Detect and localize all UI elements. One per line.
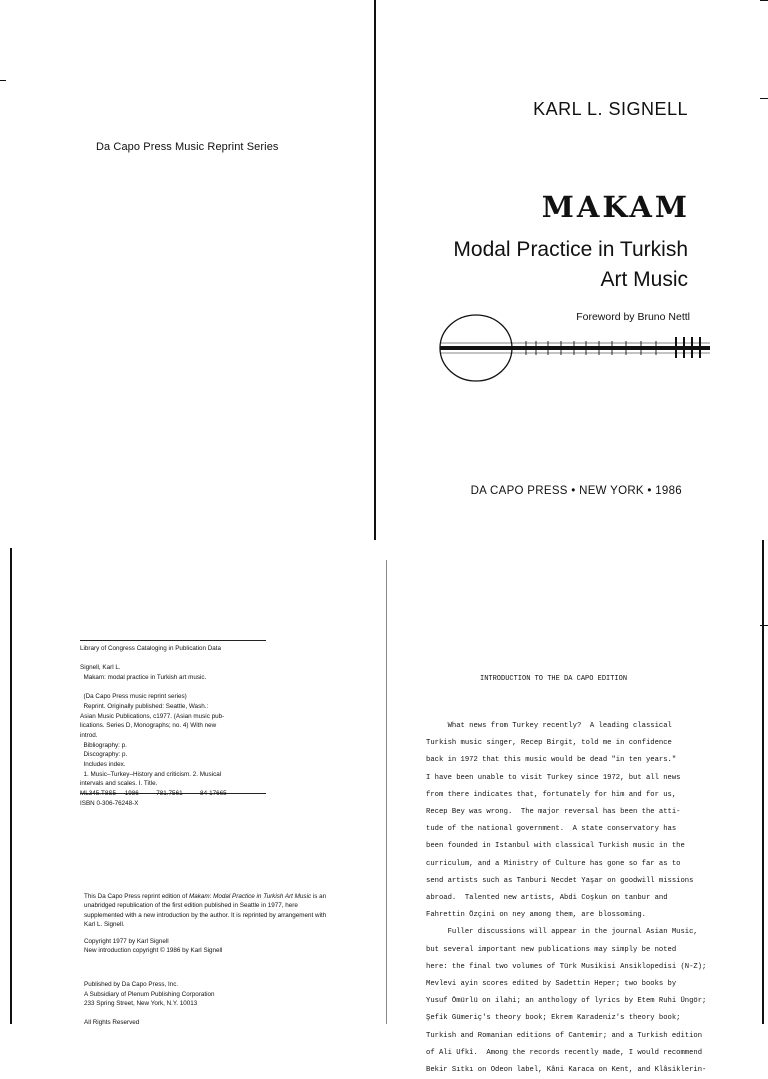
intro-line: been founded in Istanbul with classical Turkish music in the [426,842,685,851]
scan-gutter-line [386,560,387,1024]
intro-line: Şefik Gümeriç's theory book; Ekrem Karadeniz's theory book; [426,1014,681,1023]
scan-edge-line [10,548,12,1024]
intro-line: abroad. Talented new artists, Abdi Coşkun on tanbur and [426,894,668,903]
scan-gutter-line [374,0,376,540]
publisher-imprint: DA CAPO PRESS • NEW YORK • 1986 [470,485,682,497]
cip-line: lications. Series D, Monographs; no. 4) With new [80,722,217,730]
intro-line: but several important new publications may simply be noted [426,945,677,954]
cip-line: ML345.T8S5 1986 781.7561 84-17665 [80,790,227,798]
cip-heading: Library of Congress Cataloging in Publication Data [80,645,222,652]
intro-body [426,718,766,1079]
page-title-page [376,0,768,540]
cip-data-block [80,640,266,807]
lute-neck [440,346,710,350]
reprint-notice [84,892,334,930]
publisher-line [84,1009,215,1019]
intro-line: here: the final two volumes of Türk Musikisi Ansiklopedisi (N-Z); [426,962,707,971]
intro-title: INTRODUCTION TO THE DA CAPO EDITION [480,675,628,683]
cip-line: Reprint. Originally published: Seattle, Wash.: [80,702,209,710]
publisher-line: Published by Da Capo Press, Inc. [84,981,179,988]
intro-line: back in 1972 that this music would be dead "in ten years." [426,756,677,765]
intro-line: Yusuf Ömürlü on ilahi; an anthology of lyrics by Etem Ruhi Üngör; [426,997,707,1006]
intro-line: Mevlevi ayin scores edited by Sadettin Heper; two books by [426,980,677,989]
reprint-notice-pre: This Da Capo Press reprint edition of [84,893,189,900]
cip-line: intervals and scales. I. Title. [80,780,158,788]
cip-lines [80,663,227,809]
cip-line: Signell, Karl L. [80,664,121,671]
book-title: MAKAM [541,190,690,224]
book-subtitle [368,235,688,295]
scan-edge-mark [760,625,768,626]
cip-line [80,682,227,692]
page-series-half-title [0,0,376,540]
intro-line: Fuller discussions will appear in the journal Asian Music, [426,928,698,937]
cip-line: 1. Music–Turkey–History and criticism. 2. Musical [80,770,222,778]
reprint-notice-title: Makam: Modal Practice in Turkish Art Music [189,893,312,900]
scan-edge-mark [760,98,768,99]
cip-line: (Da Capo Press music reprint series) [80,693,187,701]
reprint-notice-post: is an unabridged republication of the first edition published in Seattle in 1977, here supplemented with a new introduction by the author. It is reprinted by arrangement with Karl L. Signell. [84,893,327,929]
cip-line: Includes index. [80,761,126,769]
intro-line: Recep Bey was wrong. The major reversal has been the atti- [426,808,681,817]
intro-line: What news from Turkey recently? A leading classical [426,722,672,730]
intro-line: Turkish and Romanian editions of Cantemir; and a Turkish edition [426,1031,703,1040]
intro-line: from there indicates that, fortunately for him and for us, [426,790,677,799]
foreword-credit: Foreword by Bruno Nettl [576,311,690,323]
subtitle-line-2: Art Music [600,268,688,291]
cip-line: ISBN 0-306-76248-X [80,799,139,807]
intro-line: I have been unable to visit Turkey since 1972, but all news [426,773,681,782]
page-introduction [388,540,768,1075]
scan-edge-mark [760,0,768,1]
intro-line: tude of the national government. A state conservatory has [426,825,677,834]
lute-illustration [436,310,711,390]
scan-edge-mark [0,80,6,81]
cip-line: Discography: p. [80,751,128,759]
author-name: KARL L. SIGNELL [533,99,688,119]
reprint-notice-block [84,892,334,955]
cip-line: Bibliography: p. [80,741,127,749]
copyright-line: New introduction copyright © 1986 by Karl Signell [84,947,223,955]
scan-edge-line [762,540,764,1024]
intro-line: Turkish music singer, Recep Birgit, told me in confidence [426,739,672,748]
publisher-block [84,980,215,1028]
publisher-line: 233 Spring Street, New York, N.Y. 10013 [84,1000,198,1008]
publisher-line: All Rights Reserved [84,1019,140,1027]
copyright-line: Copyright 1977 by Karl Signell [84,937,169,945]
cip-line: Asian Music Publications, c1977. (Asian music pub- [80,712,225,720]
cip-line: introd. [80,731,98,739]
intro-line: Bekir Sıtkı on Odeon label, Kâni Karaca on Kent, and Klâsiklerin- [426,1066,707,1075]
publisher-line: A Subsidiary of Plenum Publishing Corporation [84,990,215,998]
intro-line: curriculum, and a Ministry of Culture has gone so far as to [426,859,681,868]
intro-line: send artists such as Tanburi Necdet Yaşar on goodwill missions [426,876,694,885]
cip-line: Makam: modal practice in Turkish art music. [80,673,207,681]
series-title: Da Capo Press Music Reprint Series [96,141,279,153]
intro-line: of Ali Ufkî. Among the records recently made, I would recommend [426,1048,703,1057]
intro-line: Fahrettin Özçini on ney among them, are blossoming. [426,911,646,920]
page-copyright [0,540,388,1027]
subtitle-line-1: Modal Practice in Turkish [453,238,688,261]
